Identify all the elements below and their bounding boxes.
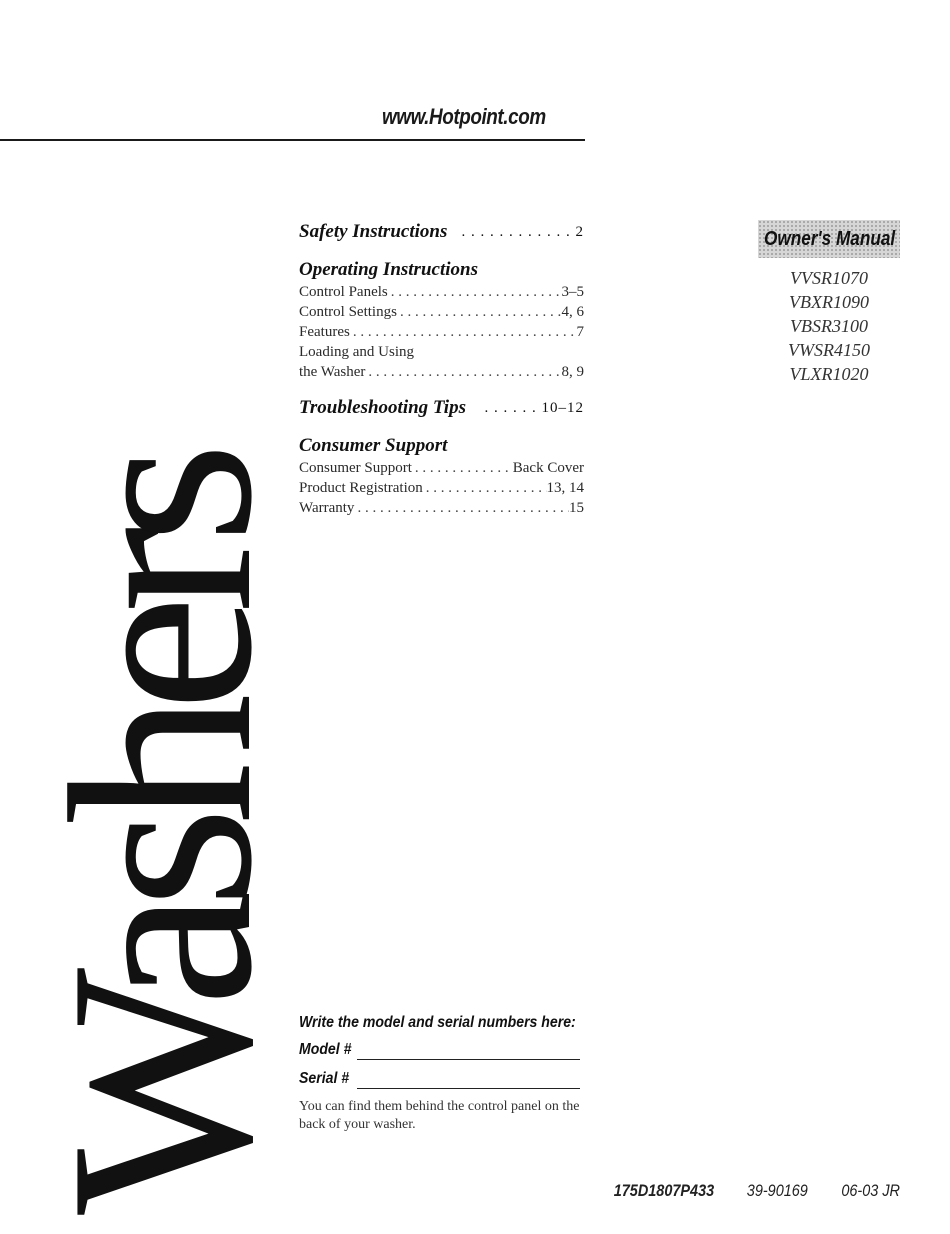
toc-section-heading: [299, 434, 584, 458]
toc-row: [299, 478, 584, 498]
model-number: VWSR4150: [788, 340, 870, 360]
toc-dots: . . . . . .: [484, 400, 542, 416]
toc-row-page: Back Cover: [512, 460, 584, 476]
toc-section-troubleshooting: [299, 396, 584, 420]
badge-label: Owner's Manual: [764, 228, 896, 250]
toc-row: [299, 342, 584, 362]
toc-row: [299, 282, 584, 302]
toc-row: [299, 322, 584, 342]
toc-section-page: 10–12: [541, 400, 584, 416]
serial-location-note: You can find them behind the control panel on the back of your washer.: [299, 1099, 580, 1132]
toc-row-label: Features: [299, 324, 350, 340]
toc-dots: . . . . . . . . . . . .: [461, 224, 576, 240]
website-url: www.Hotpoint.com: [382, 104, 546, 129]
document-code: 39-90169: [747, 1181, 809, 1200]
model-label: Model #: [299, 1041, 352, 1058]
toc-row-page: 3–5: [561, 284, 584, 300]
model-field: [299, 1039, 599, 1063]
toc-row-label: the Washer: [299, 364, 366, 380]
toc-row-page: 7: [576, 324, 584, 340]
print-date: 06-03 JR: [841, 1181, 900, 1200]
toc-row-page: 4, 6: [561, 304, 584, 320]
toc-section-page: 2: [575, 224, 584, 240]
toc-row: [299, 302, 584, 322]
record-heading: Write the model and serial numbers here:: [299, 1014, 576, 1031]
part-number: 175D1807P433: [613, 1181, 714, 1200]
toc-section-safety: [299, 220, 584, 244]
side-title: Washers: [16, 459, 306, 1215]
model-number: VVSR1070: [790, 268, 868, 288]
toc-row-page: 8, 9: [561, 364, 584, 380]
model-blank-line: [357, 1059, 580, 1060]
toc-section-title: Troubleshooting Tips: [299, 397, 466, 418]
table-of-contents: [299, 220, 584, 532]
serial-field: [299, 1068, 599, 1092]
model-number: VBXR1090: [789, 292, 869, 312]
toc-row-label: Control Panels: [299, 284, 388, 300]
model-number: VLXR1020: [789, 364, 869, 384]
toc-row-page: 15: [569, 500, 584, 516]
toc-section-operating: [299, 258, 584, 382]
toc-section-title: Safety Instructions: [299, 221, 448, 242]
serial-label: Serial #: [299, 1070, 350, 1087]
toc-section-heading: [299, 220, 584, 244]
toc-row-page: 13, 14: [546, 480, 584, 496]
toc-section-consumer-support: [299, 434, 584, 518]
toc-row: [299, 498, 584, 518]
toc-row-label: Warranty: [299, 500, 355, 516]
toc-section-title: Operating Instructions: [299, 259, 478, 280]
toc-row: [299, 458, 584, 478]
toc-section-heading: [299, 258, 584, 282]
owners-manual-badge: [758, 220, 900, 258]
toc-row-label: Control Settings: [299, 304, 397, 320]
header-rule: [0, 139, 585, 141]
toc-section-title: Consumer Support: [299, 435, 448, 456]
toc-section-heading: [299, 396, 584, 420]
footer-codes: [596, 1181, 900, 1201]
model-list: [758, 266, 900, 386]
toc-row-label: Consumer Support: [299, 460, 412, 476]
toc-row: [299, 362, 584, 382]
toc-row-label: Product Registration: [299, 480, 423, 496]
serial-blank-line: [357, 1088, 580, 1089]
toc-row-label: Loading and Using: [299, 344, 414, 360]
model-number: VBSR3100: [790, 316, 868, 336]
serial-record-block: [299, 1012, 599, 1092]
